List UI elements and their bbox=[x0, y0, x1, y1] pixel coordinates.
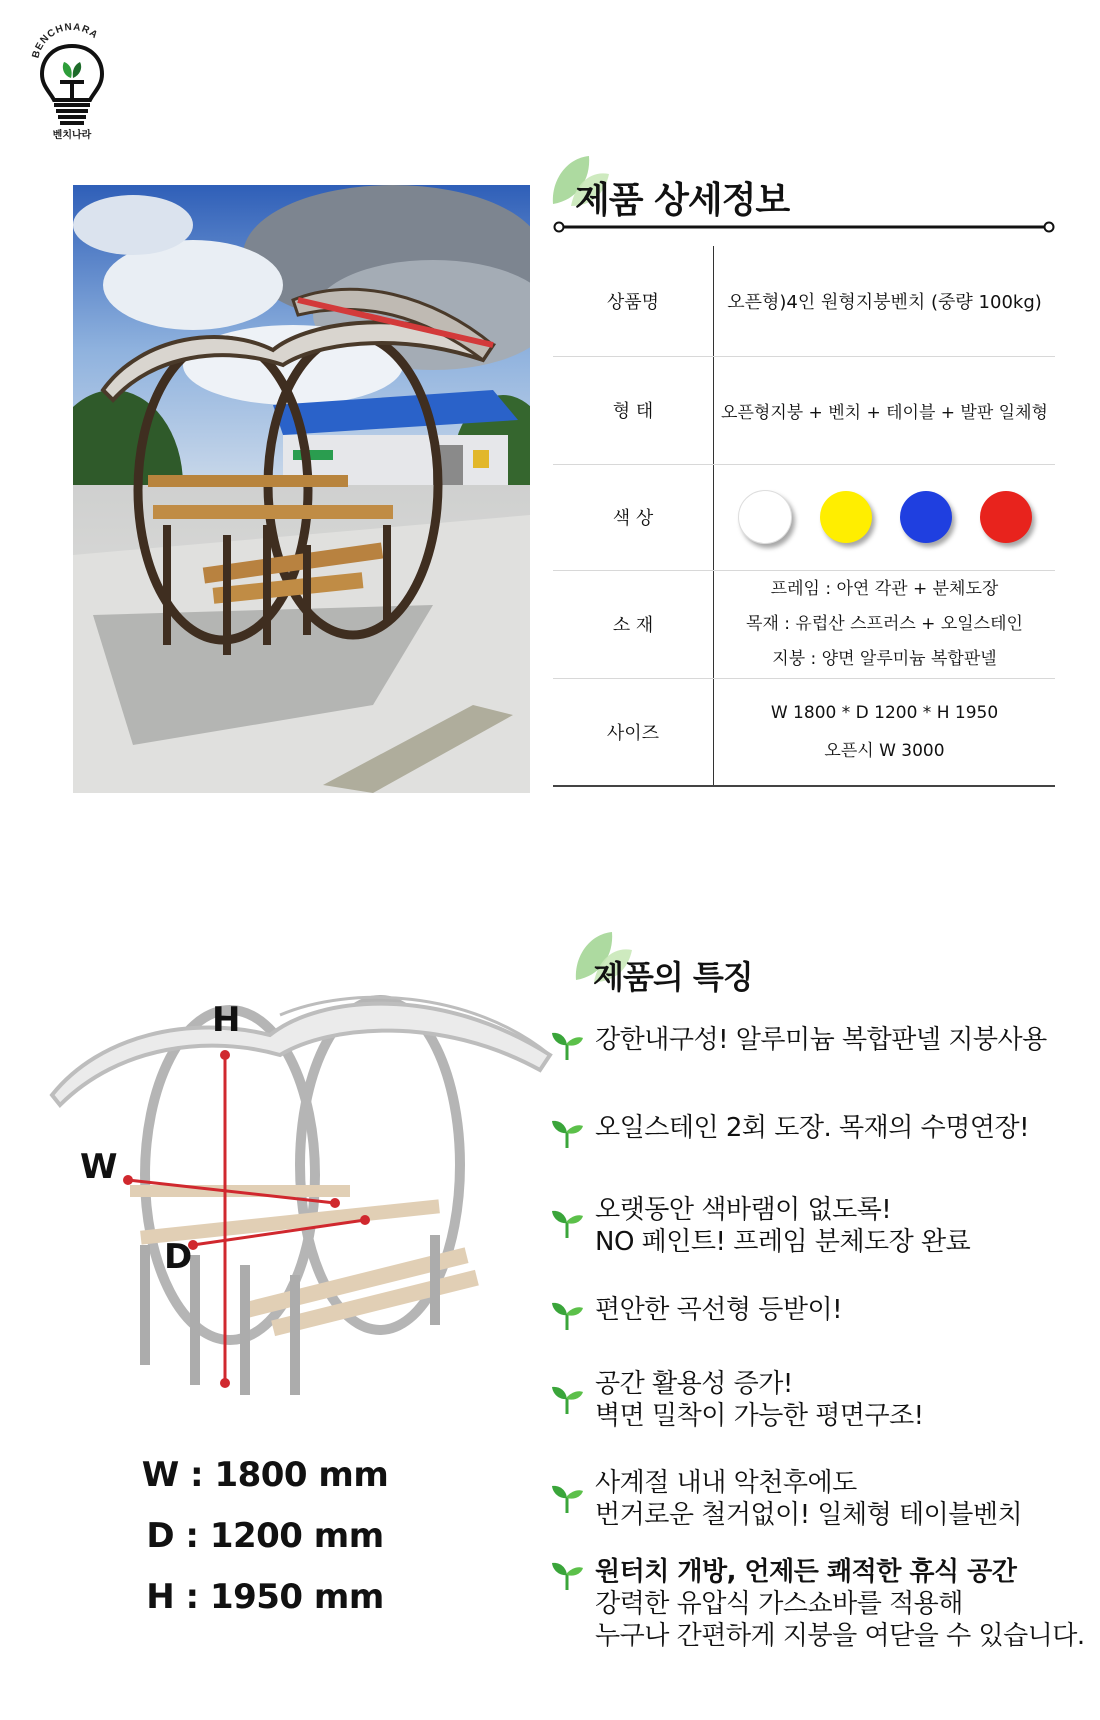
feature-line: 강한내구성! 알루미늄 복합판넬 지붕사용 bbox=[595, 1025, 1047, 1055]
feature-item bbox=[550, 1112, 1029, 1144]
dimension-list bbox=[140, 1445, 390, 1628]
spec-label: 소 재 bbox=[553, 570, 714, 678]
dim-label-d: D bbox=[164, 1237, 193, 1277]
color-swatch-yellow bbox=[820, 491, 872, 543]
size-line: W 1800 * D 1200 * H 1950 bbox=[770, 702, 999, 723]
spec-row-shape bbox=[553, 356, 1055, 464]
spec-row-material bbox=[553, 570, 1055, 678]
detail-title: 제품 상세정보 bbox=[575, 180, 790, 221]
sprout-icon bbox=[550, 1384, 584, 1414]
feature-item bbox=[550, 1467, 1022, 1531]
feature-line: 번거로운 철거없이! 일체형 테이블벤치 bbox=[595, 1500, 1023, 1530]
feature-item bbox=[550, 1024, 1047, 1056]
spec-value: 오픈형)4인 원형지붕벤치 (중량 100kg) bbox=[714, 246, 1056, 356]
dim-height: H : 1950 mm bbox=[146, 1577, 384, 1617]
sprout-icon bbox=[550, 1030, 584, 1060]
spec-table bbox=[553, 246, 1055, 787]
feature-item bbox=[550, 1194, 970, 1258]
feature-line: NO 페인트! 프레임 분체도장 완료 bbox=[595, 1227, 971, 1257]
color-swatches bbox=[714, 464, 1056, 570]
logo-arc-text: BENCHNARA bbox=[30, 21, 101, 60]
feature-item bbox=[550, 1368, 924, 1432]
spec-row-name bbox=[553, 246, 1055, 356]
spec-label: 상품명 bbox=[553, 246, 714, 356]
spec-row-color bbox=[553, 464, 1055, 570]
color-swatch-red bbox=[980, 491, 1032, 543]
dimension-diagram bbox=[40, 975, 560, 1415]
sprout-icon bbox=[550, 1560, 584, 1590]
spec-value bbox=[714, 678, 1056, 786]
title-underline bbox=[553, 220, 1055, 234]
dim-width: W : 1800 mm bbox=[141, 1455, 389, 1495]
feature-line: 누구나 간편하게 지붕을 여닫을 수 있습니다. bbox=[595, 1621, 1085, 1651]
material-line: 목재 : 유럽산 스프러스 + 오일스테인 bbox=[746, 613, 1023, 634]
benchnara-logo bbox=[24, 20, 120, 140]
feature-line: 원터치 개방, 언제든 쾌적한 휴식 공간 bbox=[595, 1557, 1017, 1587]
feature-item bbox=[550, 1556, 1085, 1652]
sprout-icon bbox=[550, 1483, 584, 1513]
feature-line: 공간 활용성 증가! bbox=[595, 1369, 793, 1399]
spec-label: 색 상 bbox=[553, 464, 714, 570]
feature-line: 편안한 곡선형 등받이! bbox=[595, 1295, 842, 1325]
feature-item bbox=[550, 1294, 842, 1326]
sprout-icon bbox=[550, 1118, 584, 1148]
spec-value bbox=[714, 570, 1056, 678]
feature-line: 사계절 내내 악천후에도 bbox=[595, 1468, 857, 1498]
dim-label-w: W bbox=[80, 1147, 118, 1187]
material-line: 프레임 : 아연 각관 + 분체도장 bbox=[770, 578, 999, 599]
size-line: 오픈시 W 3000 bbox=[824, 740, 945, 761]
spec-label: 형 태 bbox=[553, 356, 714, 464]
dim-label-h: H bbox=[212, 1000, 241, 1040]
feature-line: 오일스테인 2회 도장. 목재의 수명연장! bbox=[595, 1113, 1030, 1143]
feature-line: 벽면 밀착이 가능한 평면구조! bbox=[595, 1401, 924, 1431]
lightbulb-icon bbox=[24, 20, 120, 128]
spec-value: 오픈형지붕 + 벤치 + 테이블 + 발판 일체형 bbox=[714, 356, 1056, 464]
logo-caption: 벤치나라 bbox=[52, 130, 92, 141]
material-line: 지붕 : 양면 알루미늄 복합판넬 bbox=[772, 648, 997, 669]
product-photo bbox=[73, 185, 530, 793]
spec-row-size bbox=[553, 678, 1055, 786]
color-swatch-blue bbox=[900, 491, 952, 543]
dim-depth: D : 1200 mm bbox=[146, 1516, 384, 1556]
color-swatch-white bbox=[738, 490, 792, 544]
feature-line: 오랫동안 색바램이 없도록! bbox=[595, 1195, 892, 1225]
svg-text:BENCHNARA bbox=[30, 22, 100, 60]
features-title: 제품의 특징 bbox=[593, 958, 753, 996]
sprout-icon bbox=[550, 1300, 584, 1330]
spec-label: 사이즈 bbox=[553, 678, 714, 786]
feature-line: 강력한 유압식 가스쇼바를 적용해 bbox=[595, 1589, 963, 1619]
sprout-icon bbox=[550, 1208, 584, 1238]
